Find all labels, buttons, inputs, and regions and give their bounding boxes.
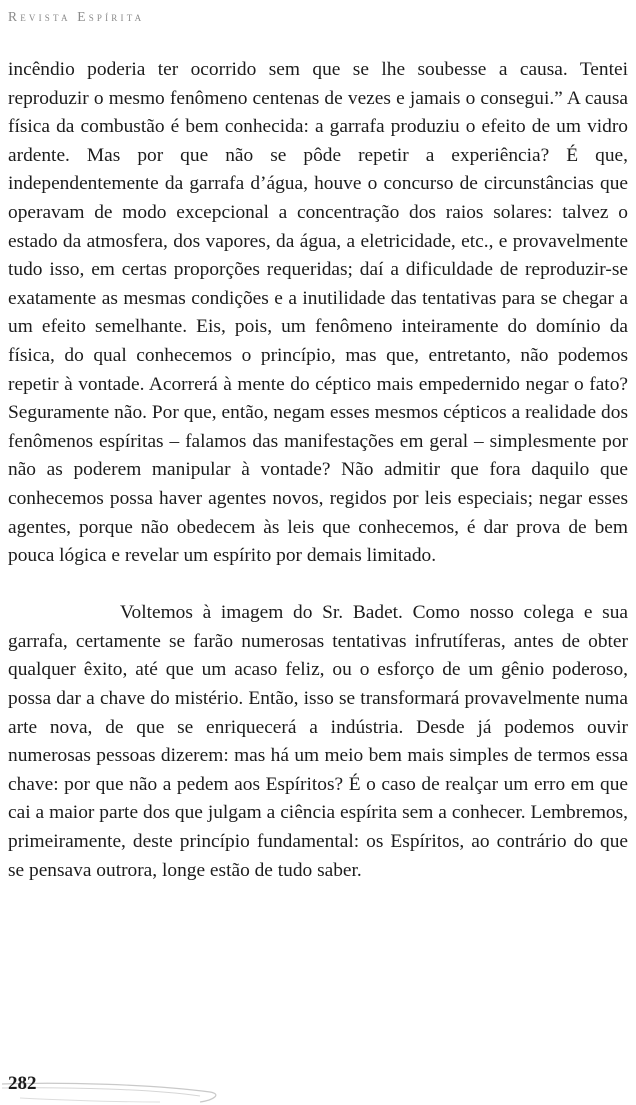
running-header: Revista Espírita: [8, 9, 145, 24]
page-number: 282: [8, 1073, 37, 1094]
page-body: [8, 56, 628, 885]
paragraph-1: incêndio poderia ter ocorrido sem que se lhe soubesse a causa. Tentei reproduzir o mesmo fenômeno centenas de vezes e jamais o consegui.” A causa física da combustão é bem conhecida: a garrafa produziu o efeito de um vidro ardente. Mas por que não se pôde repetir a experiência? É que, independentemente da garrafa d’água, houve o concurso de circunstâncias que operavam de modo excepcional a concentração dos raios solares: talvez o estado da atmosfera, dos vapores, da água, a eletricidade, etc., e provavelmente tudo isso, em certas proporções requeridas; daí a dificuldade de reproduzir-se exatamente as mesmas condições e a inutilidade das tentativas para se chegar a um efeito semelhante. Eis, pois, um fenômeno inteiramente do domínio da física, do qual conhecemos o princípio, mas que, entretanto, não podemos repetir à vontade. Acorrerá à mente do céptico mais empedernido negar o fato? Seguramente não. Por que, então, negam esses mesmos cépticos a realidade dos fenômenos espíritas – falamos das manifestações em geral – simplesmente por não as poderem manipular à vontade? Não admitir que fora daquilo que conhecemos possa haver agentes novos, regidos por leis especiais; negar esses agentes, porque não obedecem às leis que conhecemos, é dar prova de bem pouca lógica e revelar um espírito por demais limitado.: [8, 59, 628, 567]
paragraph-2: Voltemos à imagem do Sr. Badet. Como nosso colega e sua garrafa, certamente se farão numerosas tentativas infrutíferas, antes de obter qualquer êxito, até que um acaso feliz, ou o esforço de um gênio poderoso, possa dar a chave do mistério. Então, isso se transformará provavelmente numa arte nova, de que se enriquecerá a indústria. Desde já podemos ouvir numerosas pessoas dizerem: mas há um meio bem mais simples de termos essa chave: por que não a pedem aos Espíritos? É o caso de realçar um erro em que cai a maior parte dos que julgam a ciência espírita sem a conhecer. Lembremos, primeiramente, deste princípio fundamental: os Espíritos, ao contrário do que se pensava outrora, longe estão de tudo saber.: [8, 602, 628, 881]
